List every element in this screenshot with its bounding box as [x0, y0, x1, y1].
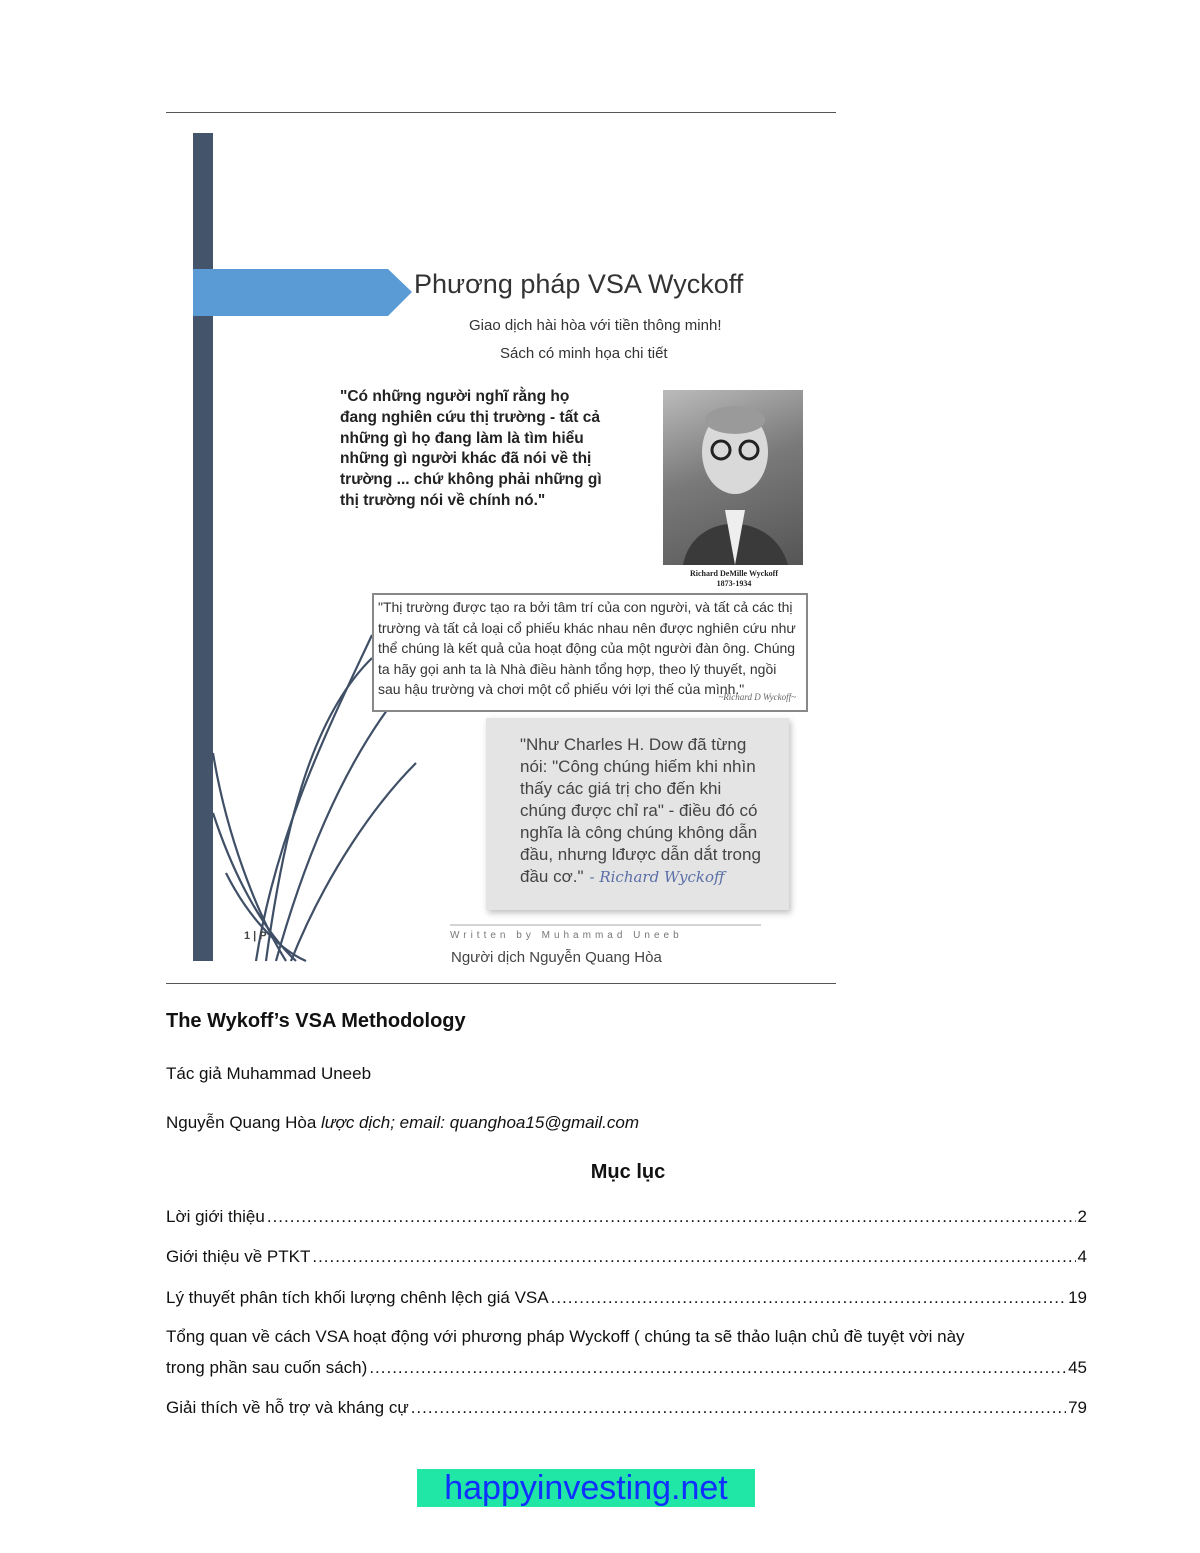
toc-entry-label-line1[interactable]: Tổng quan về cách VSA hoạt động với phương pháp Wyckoff ( chúng ta sẽ thảo luận chủ đề tuyệt vời này [166, 1327, 965, 1346]
toc-entry[interactable] [166, 1207, 1087, 1227]
cover-subtitle-2: Sách có minh họa chi tiết [500, 345, 668, 362]
toc-entry-label: trong phần sau cuốn sách) [166, 1358, 368, 1377]
toc-entry[interactable] [166, 1358, 1087, 1378]
toc-entry-label: Lời giới thiệu [166, 1207, 265, 1226]
cover-subtitle-1: Giao dịch hài hòa với tiền thông minh! [469, 317, 722, 334]
cover-written-by: Written by Muhammad Uneeb [450, 930, 683, 941]
cover-arrow-banner [193, 269, 412, 316]
toc-entry[interactable] [166, 1288, 1087, 1308]
cover-image [166, 113, 836, 983]
cover-quote-2 [372, 593, 808, 712]
toc-entry-label: Giới thiệu về PTKT [166, 1247, 311, 1266]
toc-entry-page: 4 [1077, 1247, 1087, 1266]
cover-page-number: 1 | P [244, 930, 267, 942]
toc-entry-label: Lý thuyết phân tích khối lượng chênh lệch giá VSA [166, 1288, 549, 1307]
cover-quote-2-signature: ~Richard D Wyckoff~ [718, 691, 796, 702]
wyckoff-portrait [663, 390, 803, 565]
portrait-caption-name: Richard DeMille Wyckoff [690, 569, 778, 578]
toc-entry-page: 2 [1077, 1207, 1087, 1226]
cover-quote-2-text: "Thị trường được tạo ra bởi tâm trí của con người, và tất cả các thị trường và tất cả loại cổ phiếu khác nhau nên được nghiên cứu như thể chúng là kết quả của hoạt động của một người đàn ông. Chúng ta hãy gọi anh ta là Nhà điều hành tổng hợp, theo lý thuyết, ngồi sau hậu trường và chơi một cổ phiếu với lợi thế của mình." [378, 599, 796, 697]
document-title: The Wykoff’s VSA Methodology [166, 1010, 466, 1032]
translator-note: lược dịch; email: quanghoa15@gmail.com [321, 1113, 640, 1132]
toc-heading: Mục lục [590, 1161, 666, 1183]
toc-entry-label: Giải thích về hỗ trợ và kháng cự [166, 1398, 409, 1417]
toc-entry-page: 45 [1068, 1358, 1087, 1377]
bottom-rule [166, 983, 836, 984]
toc-entry-page: 79 [1068, 1398, 1087, 1417]
toc-entry[interactable] [166, 1247, 1087, 1267]
portrait-caption-years: 1873-1934 [716, 579, 752, 588]
cover-quote-3 [486, 718, 789, 910]
cover-quote-3-signature: - Richard Wyckoff [589, 868, 725, 886]
cover-quote-3-text: "Như Charles H. Dow đã từng nói: "Công chúng hiếm khi nhìn thấy các giá trị cho đến khi chúng được chỉ ra" - điều đó có nghĩa là công chúng không dẫn đầu, nhưng lđược dẫn dắt trong đầu cơ." [520, 735, 761, 886]
footer-site-link[interactable]: happyinvesting.net [417, 1469, 755, 1507]
toc-entry-page: 19 [1068, 1288, 1087, 1307]
author-line: Tác giả Muhammad Uneeb [166, 1064, 372, 1083]
toc-entry[interactable] [166, 1398, 1087, 1418]
translator-line [166, 1113, 639, 1133]
cover-quote-1: "Có những người nghĩ rằng họ đang nghiên cứu thị trường - tất cả những gì họ đang làm là tìm hiểu những gì người khác đã nói về thị trường ... chứ không phải những gì thị trường nói về chính nó." [340, 388, 602, 509]
cover-title: Phương pháp VSA Wyckoff [414, 269, 744, 299]
translator-name: Nguyễn Quang Hòa [166, 1113, 321, 1132]
cover-translator: Người dịch Nguyễn Quang Hòa [451, 949, 662, 966]
portrait-caption [659, 569, 809, 589]
cover-sidebar-bar [193, 133, 213, 961]
